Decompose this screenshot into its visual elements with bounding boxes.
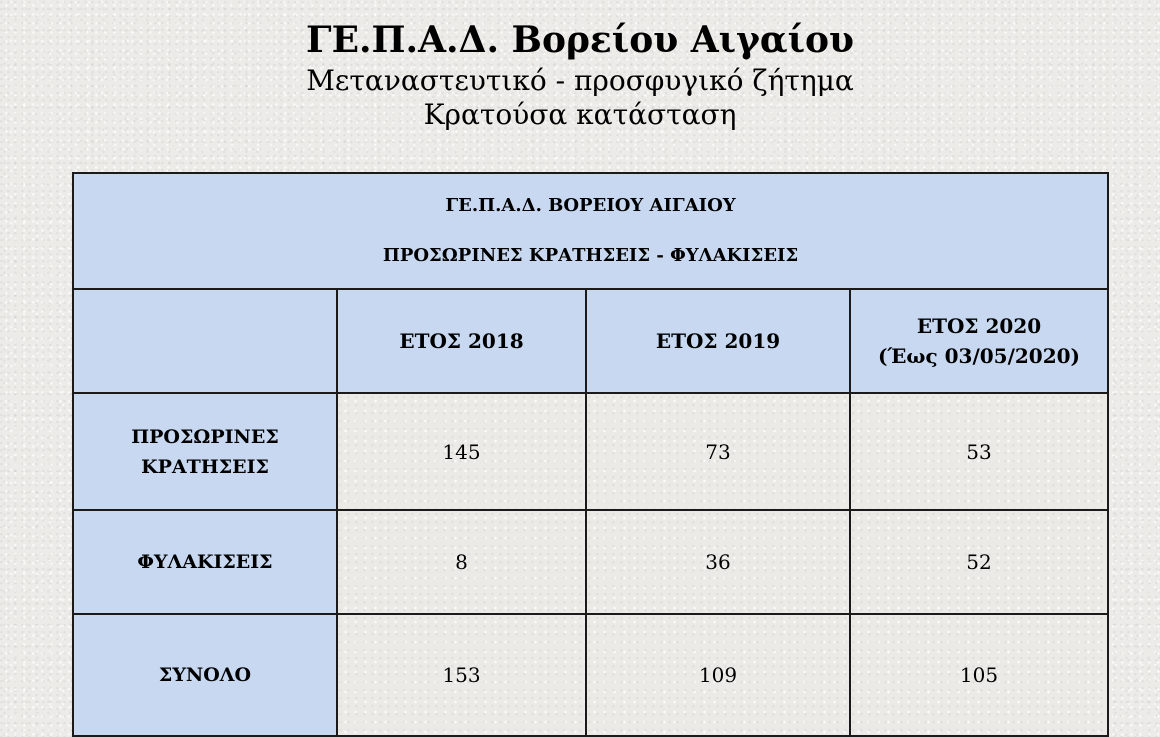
- table-cell: 53: [850, 393, 1108, 510]
- column-header-2020-date-note: (Έως 03/05/2020): [878, 344, 1081, 368]
- detentions-table: [72, 172, 1109, 737]
- table-cell: 145: [337, 393, 586, 510]
- table-cell: 36: [586, 510, 850, 614]
- column-header-2018: ΕΤΟΣ 2018: [337, 289, 586, 393]
- row-label-total: ΣΥΝΟΛΟ: [73, 614, 337, 736]
- table-caption: [73, 173, 1108, 289]
- document-subtitle-status: Κρατούσα κατάσταση: [423, 98, 737, 131]
- table-caption-row: [73, 173, 1108, 289]
- table-row: [73, 614, 1108, 736]
- document-subtitle: Μεταναστευτικό - προσφυγικό ζήτημα: [306, 64, 854, 97]
- column-header-2019: ΕΤΟΣ 2019: [586, 289, 850, 393]
- table-caption-organization: ΓΕ.Π.Α.Δ. ΒΟΡΕΙΟΥ ΑΙΓΑΙΟΥ: [445, 195, 736, 216]
- header-empty-cell: [73, 289, 337, 393]
- column-header-2020: ΕΤΟΣ 2020 (Έως 03/05/2020): [850, 289, 1108, 393]
- document-header: [0, 16, 1160, 132]
- table-cell: 109: [586, 614, 850, 736]
- table-row: [73, 393, 1108, 510]
- table-cell: 153: [337, 614, 586, 736]
- row-label-temporary-detentions: ΠΡΟΣΩΡΙΝΕΣ ΚΡΑΤΗΣΕΙΣ: [73, 393, 337, 510]
- document-title: ΓΕ.Π.Α.Δ. Βορείου Αιγαίου: [306, 19, 854, 61]
- table-cell: 8: [337, 510, 586, 614]
- table-row: [73, 510, 1108, 614]
- row-label-imprisonments: ΦΥΛΑΚΙΣΕΙΣ: [73, 510, 337, 614]
- table-cell: 52: [850, 510, 1108, 614]
- table-header-row: [73, 289, 1108, 393]
- table-cell: 73: [586, 393, 850, 510]
- table-caption-subject: ΠΡΟΣΩΡΙΝΕΣ ΚΡΑΤΗΣΕΙΣ - ΦΥΛΑΚΙΣΕΙΣ: [382, 245, 799, 266]
- table-cell: 105: [850, 614, 1108, 736]
